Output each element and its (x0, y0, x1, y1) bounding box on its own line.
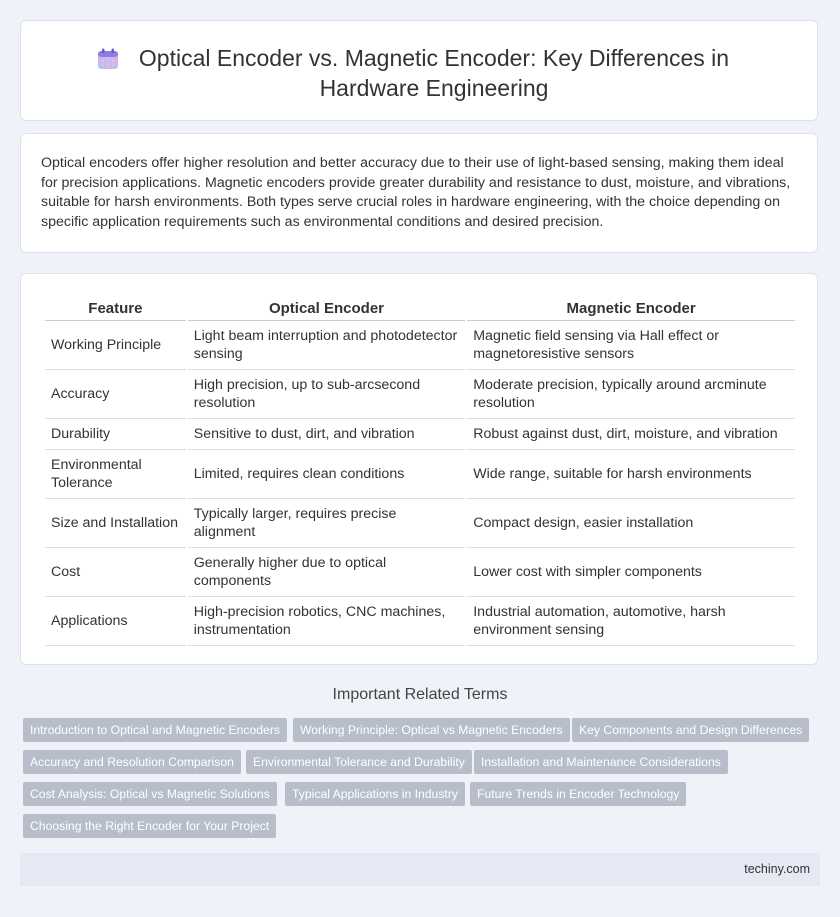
related-term-tag[interactable]: Environmental Tolerance and Durability (246, 750, 472, 774)
table-row (45, 499, 795, 548)
intro-text: Optical encoders offer higher resolution and better accuracy due to their use of light-based sensing, making them ideal for precision applications. Magnetic encoders provide greater durability and resistance to dust, moisture, and vibrations, suitable for harsh environments. Both types serve crucial roles in hardware engineering, with the choice depending on specific application requirements such as environmental conditions and desired precision. (41, 155, 791, 230)
table-cell: Cost (45, 548, 186, 597)
table-cell: Sensitive to dust, dirt, and vibration (188, 419, 465, 450)
table-cell: Durability (45, 419, 186, 450)
table-cell: Accuracy (45, 370, 186, 419)
related-term-tag[interactable]: Future Trends in Encoder Technology (470, 782, 686, 806)
table-cell: High precision, up to sub-arcsecond resolution (188, 370, 465, 419)
footer (20, 853, 820, 886)
intro-card (20, 133, 818, 253)
column-header: Optical Encoder (188, 296, 465, 321)
related-term-tag[interactable]: Key Components and Design Differences (572, 718, 809, 742)
table-cell: Size and Installation (45, 499, 186, 548)
table-row (45, 597, 795, 646)
table-cell: Industrial automation, automotive, harsh environment sensing (467, 597, 795, 646)
table-cell: Moderate precision, typically around arcminute resolution (467, 370, 795, 419)
related-term-tag[interactable]: Working Principle: Optical vs Magnetic Encoders (293, 718, 570, 742)
related-term-tag[interactable]: Installation and Maintenance Considerations (474, 750, 728, 774)
comparison-table (43, 296, 797, 646)
table-cell: Lower cost with simpler components (467, 548, 795, 597)
table-row (45, 548, 795, 597)
table-cell: Magnetic field sensing via Hall effect or magnetoresistive sensors (467, 321, 795, 370)
table-row (45, 321, 795, 370)
related-term-tag[interactable]: Cost Analysis: Optical vs Magnetic Solutions (23, 782, 277, 806)
table-cell: Typically larger, requires precise alignment (188, 499, 465, 548)
table-cell: Limited, requires clean conditions (188, 450, 465, 499)
comparison-card (20, 273, 818, 665)
table-row (45, 370, 795, 419)
table-row (45, 450, 795, 499)
column-header: Magnetic Encoder (467, 296, 795, 321)
column-header: Feature (45, 296, 186, 321)
related-term-tag[interactable]: Choosing the Right Encoder for Your Project (23, 814, 276, 838)
table-cell: Environmental Tolerance (45, 450, 186, 499)
table-cell: Working Principle (45, 321, 186, 370)
table-cell: Robust against dust, dirt, moisture, and vibration (467, 419, 795, 450)
header-card (20, 20, 818, 121)
related-term-tag[interactable]: Introduction to Optical and Magnetic Encoders (23, 718, 287, 742)
table-row (45, 419, 795, 450)
table-cell: Applications (45, 597, 186, 646)
table-cell: Generally higher due to optical components (188, 548, 465, 597)
related-term-tag[interactable]: Typical Applications in Industry (285, 782, 465, 806)
table-cell: Wide range, suitable for harsh environments (467, 450, 795, 499)
related-terms-title: Important Related Terms (332, 686, 508, 703)
footer-site-link[interactable]: techiny.com (744, 862, 810, 876)
page-title: Optical Encoder vs. Magnetic Encoder: Key Differences in Hardware Engineering (138, 45, 730, 101)
related-term-tag[interactable]: Accuracy and Resolution Comparison (23, 750, 241, 774)
table-header-row (45, 296, 795, 321)
table-cell: Light beam interruption and photodetector sensing (188, 321, 465, 370)
table-cell: Compact design, easier installation (467, 499, 795, 548)
table-cell: High-precision robotics, CNC machines, instrumentation (188, 597, 465, 646)
